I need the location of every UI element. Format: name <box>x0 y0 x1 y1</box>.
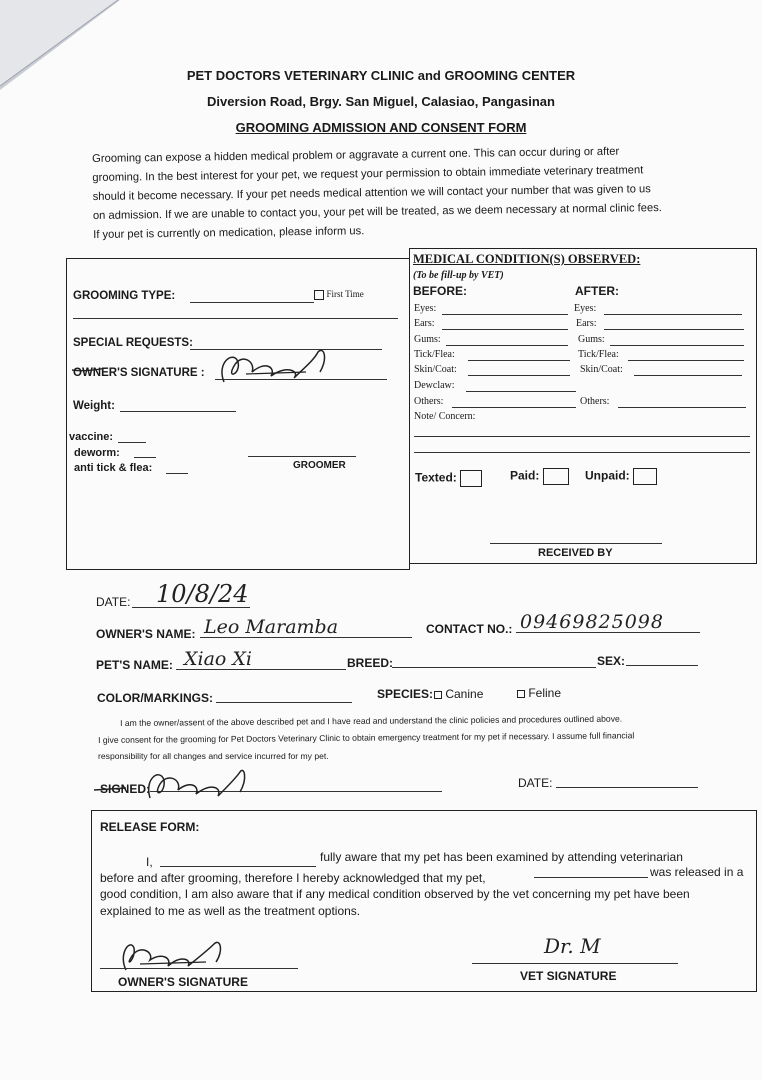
feline-checkbox[interactable] <box>517 690 525 698</box>
before-skincoat-line[interactable] <box>468 375 570 376</box>
release-pet-line[interactable] <box>534 877 648 878</box>
canine-checkbox[interactable] <box>434 691 442 699</box>
after-ears-line[interactable] <box>604 329 744 330</box>
after-heading: AFTER: <box>575 284 619 298</box>
texted-checkbox[interactable] <box>460 470 482 487</box>
anti-tick-line[interactable] <box>166 473 188 474</box>
after-gums-label: Gums: <box>578 334 605 345</box>
received-by-label: RECEIVED BY <box>538 547 613 559</box>
pet-name-line[interactable] <box>176 669 346 670</box>
date-value[interactable]: 10/8/24 <box>156 580 249 608</box>
consent-line: I give consent for the grooming for Pet Doctors Veterinary Clinic to obtain emergency treatment for my pet if necessary. I assume full financial <box>98 730 635 745</box>
paid-checkbox[interactable] <box>543 468 569 485</box>
clinic-name: PET DOCTORS VETERINARY CLINIC and GROOMING CENTER <box>186 68 576 83</box>
signed-date-label: DATE: <box>518 776 553 790</box>
pet-name-value[interactable]: Xiao Xi <box>184 648 253 670</box>
sex-label: SEX: <box>597 654 626 668</box>
first-time-option[interactable] <box>314 289 364 300</box>
special-requests-label: SPECIAL REQUESTS: <box>73 337 193 349</box>
first-time-checkbox[interactable] <box>314 290 324 300</box>
after-others-label: Others: <box>580 396 610 407</box>
before-skincoat-label: Skin/Coat: <box>414 364 457 375</box>
vet-signature-line[interactable] <box>472 963 678 964</box>
color-line[interactable] <box>216 702 352 703</box>
release-line3-text: good condition, I am also aware that if any medical condition observed by the vet concerning my pet have been <box>100 887 690 901</box>
release-line2-tail: was released in a <box>650 865 744 879</box>
after-others-line[interactable] <box>618 407 746 408</box>
after-ears-label: Ears: <box>576 318 597 329</box>
before-tickflea-label: Tick/Flea: <box>414 349 455 360</box>
signed-date-line[interactable] <box>556 787 698 788</box>
weight-label: Weight: <box>73 400 115 412</box>
after-eyes-line[interactable] <box>604 314 742 315</box>
intro-paragraph <box>92 141 703 245</box>
grooming-type-line-2[interactable] <box>73 318 398 319</box>
species-label: SPECIES: <box>377 687 434 701</box>
before-gums-label: Gums: <box>414 334 441 345</box>
note-line-2[interactable] <box>414 452 750 453</box>
anti-tick-label: anti tick & flea: <box>74 462 153 474</box>
after-skincoat-line[interactable] <box>634 375 742 376</box>
intro-line: should it become necessary. If your pet needs medical attention we will contact your number that was given to us <box>92 183 651 203</box>
release-line4-text: explained to me as well as the treatment options. <box>100 904 361 918</box>
after-tickflea-line[interactable] <box>628 360 744 361</box>
canine-label: Canine <box>445 687 484 701</box>
grooming-type-line[interactable] <box>190 302 314 303</box>
release-i-label: I, <box>146 855 153 869</box>
feline-label: Feline <box>528 686 562 700</box>
unpaid-checkbox[interactable] <box>633 468 657 485</box>
grooming-type-label: GROOMING TYPE: <box>73 290 176 302</box>
before-ears-label: Ears: <box>414 318 435 329</box>
breed-label: BREED: <box>347 656 394 670</box>
owner-name-label: OWNER'S NAME: <box>96 627 196 641</box>
contact-line[interactable] <box>516 632 700 633</box>
before-dewclaw-label: Dewclaw: <box>414 380 455 391</box>
paid-label: Paid: <box>510 468 540 483</box>
after-tickflea-label: Tick/Flea: <box>578 349 619 360</box>
pet-name-label: PET'S NAME: <box>96 658 173 672</box>
owner-name-line[interactable] <box>200 637 412 638</box>
deworm-line[interactable] <box>134 457 156 458</box>
note-concern-label: Note/ Concern: <box>414 411 476 422</box>
consent-line: responsibility for all changes and service incurred for my pet. <box>98 751 329 761</box>
vet-signature-label: VET SIGNATURE <box>520 969 617 983</box>
intro-line: grooming. In the best interest for your pet, we request your permission to obtain immediate veterinary treatment <box>92 164 644 184</box>
before-eyes-label: Eyes: <box>414 303 437 314</box>
before-others-label: Others: <box>414 396 444 407</box>
after-skincoat-label: Skin/Coat: <box>580 364 623 375</box>
after-gums-line[interactable] <box>610 345 744 346</box>
sex-line[interactable] <box>626 665 698 666</box>
medical-subtitle: (To be fill-up by VET) <box>413 270 504 281</box>
texted-field[interactable] <box>415 470 482 487</box>
medical-title: MEDICAL CONDITION(S) OBSERVED: <box>413 252 641 266</box>
signed-label: SIGNED: <box>100 782 151 796</box>
release-title: RELEASE FORM: <box>100 820 200 834</box>
owner-signature-label: OWNER'S SIGNATURE : <box>73 367 205 379</box>
unpaid-label: Unpaid: <box>585 468 630 483</box>
before-others-line[interactable] <box>452 407 576 408</box>
contact-value[interactable]: 09469825098 <box>520 611 664 633</box>
groomer-label: GROOMER <box>293 460 346 471</box>
color-label: COLOR/MARKINGS: <box>97 691 213 705</box>
owner-signature-scribble <box>66 342 366 392</box>
feline-option[interactable] <box>517 686 561 700</box>
weight-line[interactable] <box>120 411 236 412</box>
release-name-line[interactable] <box>160 866 316 867</box>
before-ears-line[interactable] <box>442 329 568 330</box>
unpaid-field[interactable] <box>585 468 657 485</box>
breed-line[interactable] <box>392 667 596 668</box>
first-time-label: First Time <box>326 289 364 299</box>
deworm-label: deworm: <box>74 447 120 459</box>
consent-line: I am the owner/assent of the above described pet and I have read and understand the clinic policies and procedures outlined above. <box>120 713 623 728</box>
intro-line: on admission. If we are unable to contact you, your pet will be treated, as we deem necessary at normal clinic fees. <box>92 202 662 222</box>
vaccine-line[interactable] <box>118 442 146 443</box>
after-eyes-label: Eyes: <box>574 303 597 314</box>
intro-line: If your pet is currently on medication, please inform us. <box>93 225 365 241</box>
vet-signature-value: Dr. M <box>544 934 601 958</box>
clinic-address: Diversion Road, Brgy. San Miguel, Calasiao, Pangasinan <box>207 94 555 109</box>
intro-line: Grooming can expose a hidden medical problem or aggravate a current one. This can occur during or after <box>92 145 620 165</box>
received-by-line[interactable] <box>490 543 662 544</box>
date-label: DATE: <box>96 595 131 609</box>
contact-label: CONTACT NO.: <box>426 622 513 636</box>
grooming-info-box <box>66 258 410 570</box>
before-tickflea-line[interactable] <box>468 360 570 361</box>
form-title: GROOMING ADMISSION AND CONSENT FORM <box>235 120 527 135</box>
date-line[interactable] <box>132 607 250 608</box>
canine-option[interactable] <box>434 687 483 701</box>
release-line2-text: before and after grooming, therefore I hereby acknowledged that my pet, <box>100 871 486 885</box>
groomer-line[interactable] <box>248 456 356 457</box>
before-gums-line[interactable] <box>446 345 568 346</box>
paid-field[interactable] <box>510 468 569 485</box>
before-eyes-line[interactable] <box>442 314 568 315</box>
signed-signature-scribble <box>90 764 260 804</box>
owner-name-value[interactable]: Leo Maramba <box>204 616 339 638</box>
owner-release-signature-label: OWNER'S SIGNATURE <box>118 975 248 989</box>
release-line1-text: fully aware that my pet has been examined by attending veterinarian <box>320 850 683 864</box>
before-heading: BEFORE: <box>413 284 467 298</box>
before-dewclaw-line[interactable] <box>466 391 576 392</box>
note-line-1[interactable] <box>414 436 750 437</box>
owner-release-signature-line[interactable] <box>100 968 298 969</box>
vaccine-label: vaccine: <box>69 431 114 443</box>
texted-label: Texted: <box>415 470 457 485</box>
